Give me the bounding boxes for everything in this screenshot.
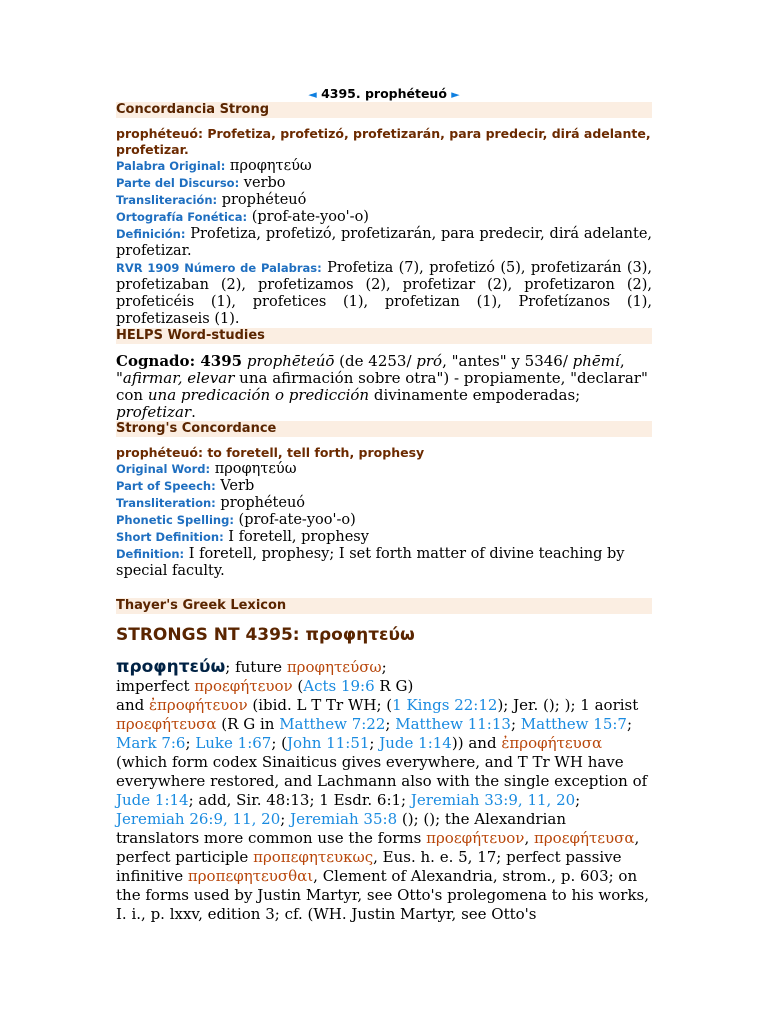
verse-link[interactable]: Jeremiah 35:8 [290, 810, 398, 828]
verse-link[interactable]: Jeremiah 33:9, 11, 20 [410, 791, 576, 809]
detail-row [116, 175, 652, 192]
detail-label: Part of Speech: [116, 479, 216, 493]
detail-value: Profetiza, profetizó, profetizarán, para predecir, dirá adelante, profetizar. [116, 226, 653, 259]
detail-label: Palabra Original: [116, 159, 226, 173]
section-header-thayer: Thayer's Greek Lexicon [116, 598, 652, 614]
en-headword: prophéteuó: to foretell, tell forth, prophesy [116, 445, 425, 460]
detail-value: προφητεύω [214, 461, 297, 477]
en-details [116, 461, 652, 580]
section-header-strongs: Strong's Concordance [116, 421, 652, 437]
thayer-text: προφητεύω; future προφητεύσω; imperfect προεφήτευον (Acts 19:6 R G) and ἐπροφήτευον (ibid. L T Tr WH; (1 Kings 22:12); Jer. (); ); 1 aorist προεφήτευσα (R G in Matthew 7:22; Matthew 11:13; Matthew 15:7; Mark 7:6; Luke 1:67; (John 11:51; Jude 1:14)) and ἐπροφήτευσα (which form codex Sinaiticus gives everywhere, and T Tr WH have everywhere restored, and Lachmann also with the single exception of Jude 1:14; add, Sir. 48:13; 1 Esdr. 6:1; Jeremiah 33:9, 11, 20; Jeremiah 26:9, 11, 20; Jeremiah 35:8 (); (); the Alexandrian translators more common use the forms προεφήτευον, προεφήτευσα, perfect participle προπεφητευκως, Eus. h. e. 5, 17; perfect passive infinitive προπεφητευσθαι, Clement of Alexandria, strom., p. 603; on the forms used by Justin Martyr, see Otto's prolegomena to his works, I. i., p. lxxv, edition 3; cf. (WH. Justin Martyr, see Otto's [116, 657, 650, 923]
verse-link[interactable]: Acts 19:6 [303, 677, 375, 695]
detail-label: Parte del Discurso: [116, 176, 240, 190]
lexicon-page [116, 86, 652, 924]
section-header-helps: HELPS Word-studies [116, 328, 652, 344]
verse-link[interactable]: Matthew 15:7 [520, 715, 627, 733]
detail-value: (prof-ate-yoo'-o) [251, 209, 369, 225]
entry-nav [116, 86, 652, 102]
detail-value: verbo [243, 175, 286, 191]
detail-label: Transliteration: [116, 496, 216, 510]
detail-label: Definición: [116, 227, 186, 241]
detail-row [116, 461, 652, 478]
helps-text: Cognado: 4395 prophēteúō (de 4253/ pró, "antes" y 5346/ phēmí, "afirmar, elevar una afirmación sobre otra") - propiamente, "declarar" con una predicación o predicción divinamente empoderadas; profetizar. [116, 352, 648, 421]
es-details [116, 158, 652, 328]
detail-value: prophéteuó [220, 495, 306, 511]
detail-label: Short Definition: [116, 530, 224, 544]
verse-link[interactable]: Jude 1:14 [116, 791, 189, 809]
thayer-title: STRONGS NT 4395: προφητεύω [116, 625, 415, 645]
verse-link[interactable]: Matthew 11:13 [395, 715, 511, 733]
detail-label: Original Word: [116, 462, 211, 476]
detail-value: Verb [220, 478, 255, 494]
section-header-concordancia: Concordancia Strong [116, 102, 652, 118]
verse-link[interactable]: Mark 7:6 [116, 734, 186, 752]
detail-label: Transliteración: [116, 193, 218, 207]
detail-row [116, 512, 652, 529]
verse-link[interactable]: Luke 1:67 [195, 734, 272, 752]
es-headword: prophéteuó: Profetiza, profetizó, profetizarán, para predecir, dirá adelante, profetizar. [116, 126, 651, 157]
detail-row [116, 478, 652, 495]
verse-link[interactable]: Jeremiah 26:9, 11, 20 [116, 810, 281, 828]
entry-title: 4395. prophéteuó [321, 86, 447, 101]
detail-row [116, 260, 652, 328]
verse-link[interactable]: John 11:51 [287, 734, 370, 752]
verse-link[interactable]: Jude 1:14 [379, 734, 452, 752]
detail-label: Phonetic Spelling: [116, 513, 234, 527]
detail-value: (prof-ate-yoo'-o) [238, 512, 356, 528]
verse-link[interactable]: 1 Kings 22:12 [392, 696, 498, 714]
detail-value: I foretell, prophesy; I set forth matter of divine teaching by special faculty. [116, 546, 625, 579]
detail-row [116, 209, 652, 226]
detail-row [116, 546, 652, 580]
verse-link[interactable]: Matthew 7:22 [279, 715, 386, 733]
detail-label: Definition: [116, 547, 185, 561]
detail-label: RVR 1909 Número de Palabras: [116, 261, 322, 275]
detail-value: προφητεύω [229, 158, 312, 174]
detail-value: I foretell, prophesy [228, 529, 369, 545]
detail-row [116, 192, 652, 209]
detail-row [116, 158, 652, 175]
prev-arrow-icon[interactable]: ◄ [308, 88, 317, 101]
detail-row [116, 529, 652, 546]
detail-label: Ortografía Fonética: [116, 210, 248, 224]
detail-value: prophéteuó [221, 192, 307, 208]
thayer-headword: προφητεύω [116, 657, 226, 677]
detail-row [116, 226, 652, 260]
detail-row [116, 495, 652, 512]
detail-value: Profetiza (7), profetizó (5), profetizarán (3), profetizaban (2), profetizamos (2), profetizar (2), profetizaron (2), profeticéis (1), profetices (1), profetizan (1), Profetízanos (1), profetizaseis (1). [116, 260, 652, 327]
next-arrow-icon[interactable]: ► [451, 88, 460, 101]
